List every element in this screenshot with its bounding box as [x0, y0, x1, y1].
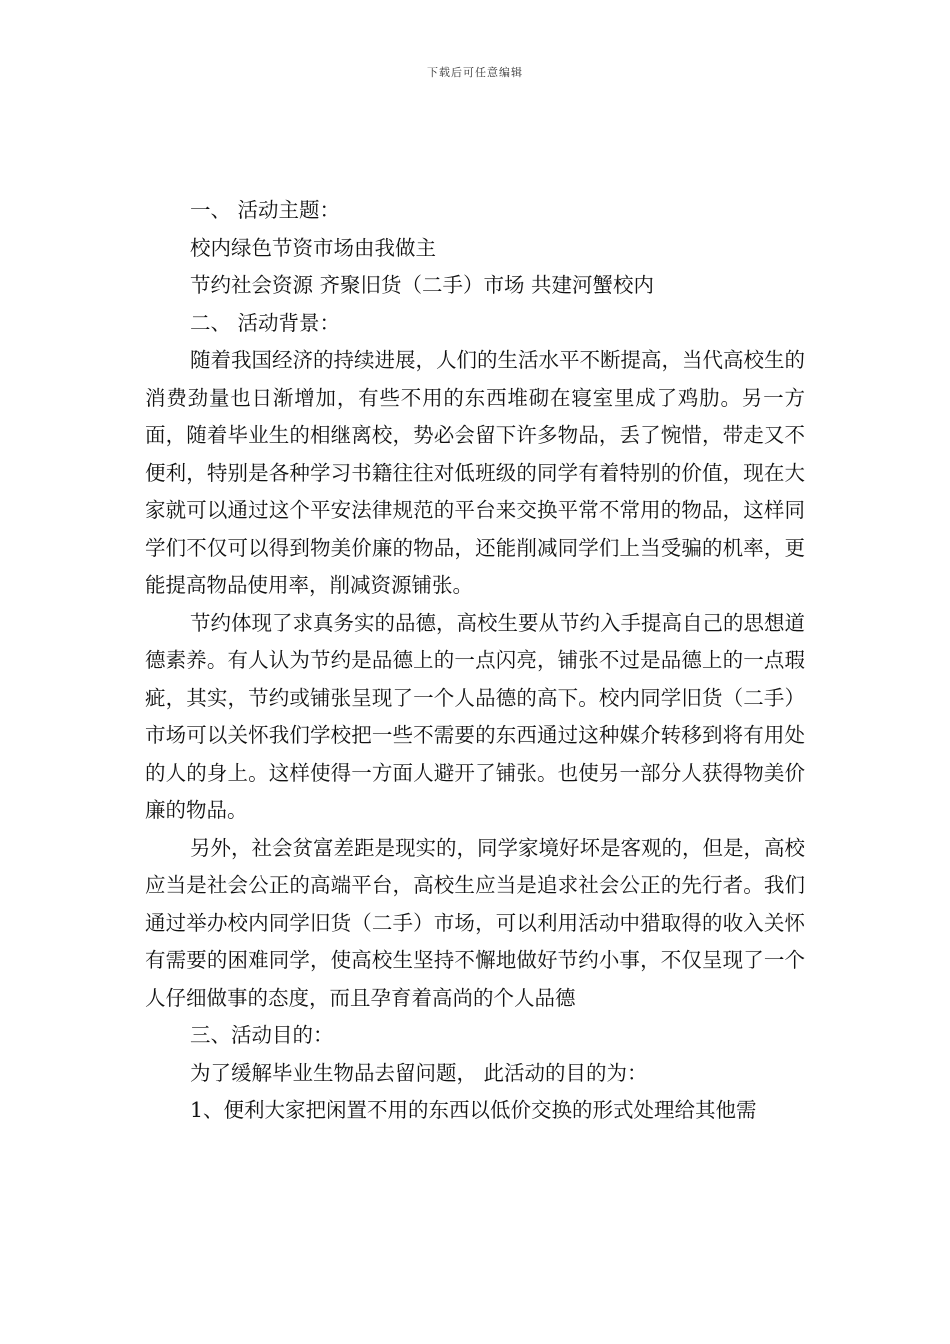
document-body	[145, 192, 805, 1130]
background-paragraph-1: 随着我国经济的持续进展，人们的生活水平不断提高，当代高校生的消费劲量也日渐增加，有些不用的东西堆砌在寝室里成了鸡肋。另一方面，随着毕业生的相继离校，势必会留下许多物品，丢了惋惜，带走又不便利，特别是各种学习书籍往往对低班级的同学有着特别的价值，现在大家就可以通过这个平安法律规范的平台来交换平常不常用的物品，这样同学们不仅可以得到物美价廉的物品，还能削减同学们上当受骗的机率，更能提高物品使用率，削减资源铺张。	[145, 348, 805, 597]
purpose-intro: 为了缓解毕业生物品去留问题， 此活动的目的为：	[190, 1060, 648, 1085]
section-heading-background: 二、 活动背景：	[190, 310, 341, 335]
section-heading-theme: 一、 活动主题：	[190, 198, 341, 222]
theme-line-1: 校内绿色节资市场由我做主	[190, 235, 436, 260]
background-paragraph-3: 另外，社会贫富差距是现实的，同学家境好坏是客观的，但是，高校应当是社会公正的高端平台，高校生应当是追求社会公正的先行者。我们通过举办校内同学旧货（二手）市场，可以利用活动中猎取得的收入关怀有需要的困难同学，使高校生坚持不懈地做好节约小事，不仅呈现了一个人仔细做事的态度，而且孕育着高尚的个人品德	[145, 835, 805, 1010]
theme-line-2: 节约社会资源 齐聚旧货（二手）市场 共建河蟹校内	[190, 273, 655, 297]
background-paragraph-2: 节约体现了求真务实的品德，高校生要从节约入手提高自己的思想道德素养。有人认为节约是品德上的一点闪亮，铺张不过是品德上的一点瑕疵，其实，节约或铺张呈现了一个人品德的高下。校内同学旧货（二手）市场可以关怀我们学校把一些不需要的东西通过这种媒介转移到将有用处的人的身上。这样使得一方面人避开了铺张。也使另一部分人获得物美价廉的物品。	[145, 610, 805, 822]
section-heading-purpose: 三、活动目的：	[190, 1023, 334, 1047]
purpose-item-1: 1、便利大家把闲置不用的东西以低价交换的形式处理给其他需	[190, 1098, 757, 1122]
header-note: 下载后可任意编辑	[427, 66, 523, 79]
